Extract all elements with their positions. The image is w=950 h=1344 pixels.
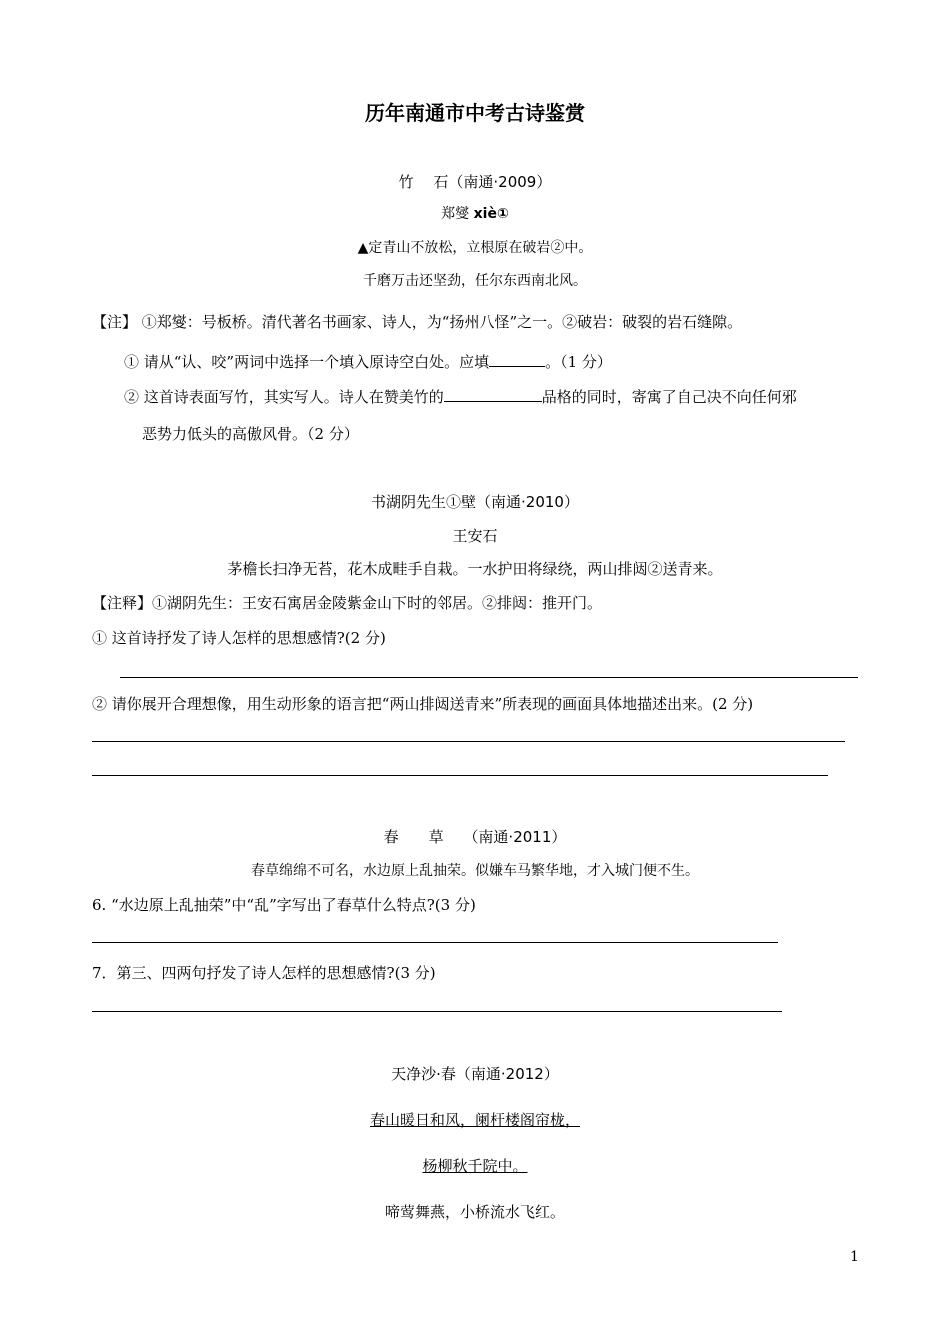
poem4-line3: 啼莺舞燕，小桥流水飞红。 bbox=[384, 1203, 565, 1221]
answer-line[interactable] bbox=[92, 942, 778, 943]
blank-triangle-marker: ▲ bbox=[357, 240, 369, 256]
poem1-author-line bbox=[0, 203, 950, 223]
poem1-heading bbox=[0, 171, 950, 192]
page-number: 1 bbox=[850, 1249, 859, 1265]
poem3-heading bbox=[0, 826, 950, 847]
poem1-note: 【注】 ①郑燮：号板桥。清代著名书画家、诗人，为“扬州八怪”之一。②破岩：破裂的岩石缝隙。 bbox=[92, 313, 743, 331]
poem3-question6: 6. “水边原上乱抽荣”中“乱”字写出了春草什么特点?(3 分) bbox=[92, 896, 476, 914]
poem4-heading bbox=[0, 1063, 950, 1084]
poem2-author: 王安石 bbox=[452, 527, 498, 545]
poem1-author-pinyin: xiè① bbox=[473, 206, 509, 222]
answer-blank[interactable] bbox=[489, 352, 545, 367]
poem2-question2: ② 请你展开合理想像，用生动形象的语言把“两山排闼送青来”所表现的画面具体地描述出来。(2 分) bbox=[92, 695, 754, 713]
poem1-author: 郑燮 bbox=[441, 206, 470, 222]
poem2-question1: ① 这首诗抒发了诗人怎样的思想感情?(2 分) bbox=[92, 629, 386, 647]
poem2-note: 【注释】①湖阴先生：王安石寓居金陵紫金山下时的邻居。②排闼：推开门。 bbox=[92, 594, 603, 612]
poem1-question2-cont: 恶势力低头的高傲风骨。（2 分） bbox=[142, 425, 359, 443]
poem2-heading bbox=[0, 491, 950, 512]
answer-blank[interactable] bbox=[444, 387, 542, 402]
page-title: 历年南通市中考古诗鉴赏 bbox=[365, 101, 585, 125]
poem1-title: 竹 石 bbox=[398, 173, 449, 191]
poem2-text: 茅檐长扫净无苔，花木成畦手自栽。一水护田将绿绕，两山排闼②送青来。 bbox=[227, 560, 723, 578]
poem2-title: 书湖阴先生①壁 bbox=[371, 493, 477, 511]
poem3-source: （南通·2011） bbox=[463, 828, 567, 846]
poem1-line1-text: 定青山不放松，立根原在破岩②中。 bbox=[368, 240, 593, 256]
answer-line[interactable] bbox=[92, 741, 845, 742]
poem1-question1: ① 请从“认、咬”两词中选择一个填入原诗空白处。应填 。（1 分） bbox=[124, 353, 612, 371]
poem4-title: 天净沙·春 bbox=[391, 1065, 456, 1083]
poem3-title: 春 草 bbox=[383, 828, 444, 846]
answer-line[interactable] bbox=[92, 1011, 782, 1012]
poem4-line2: 杨柳秋千院中。 bbox=[422, 1157, 528, 1175]
poem1-line1 bbox=[0, 237, 950, 257]
poem3-question7: 7．第三、四两句抒发了诗人怎样的思想感情?(3 分) bbox=[92, 964, 436, 982]
poem2-source: （南通·2010） bbox=[476, 493, 579, 511]
poem4-line1: 春山暖日和风，阑杆楼阁帘栊， bbox=[369, 1111, 580, 1129]
poem4-source: （南通·2012） bbox=[455, 1065, 559, 1083]
poem3-text: 春草绵绵不可名，水边原上乱抽荣。似嫌车马繁华地，才入城门便不生。 bbox=[251, 863, 699, 879]
answer-line[interactable] bbox=[120, 677, 858, 678]
answer-line[interactable] bbox=[92, 775, 828, 776]
poem1-line2: 千磨万击还坚劲，任尔东西南北风。 bbox=[363, 273, 587, 289]
poem1-question2: ② 这首诗表面写竹，其实写人。诗人在赞美竹的 品格的同时，寄寓了自己决不向任何邪 bbox=[124, 388, 797, 406]
poem1-source: （南通·2009） bbox=[448, 173, 552, 191]
